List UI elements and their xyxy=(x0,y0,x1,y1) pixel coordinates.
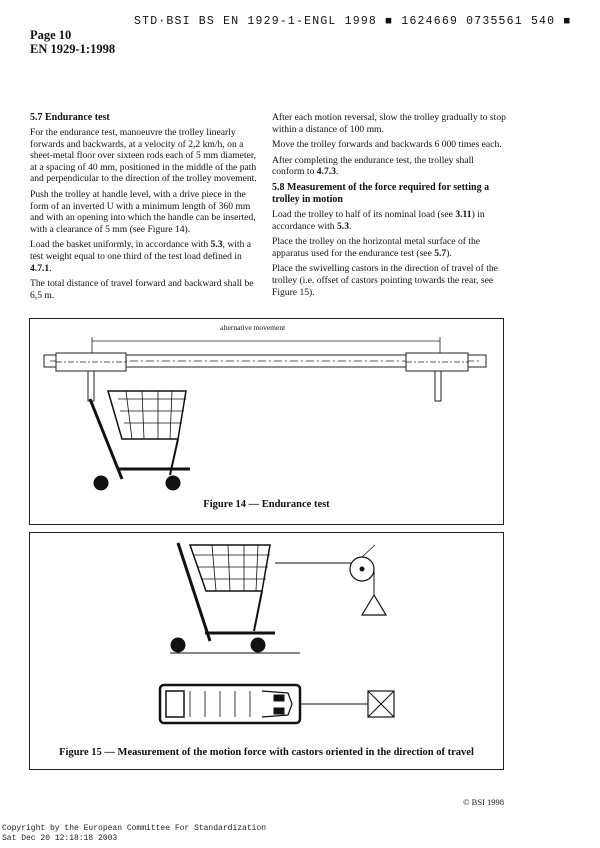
paragraph: Push the trolley at handle level, with a drive piece in the form of an inverted U with a minimum length of 360 mm and with an opening into which the handle can be inserted, with a clearance of 5 mm (see Figure 14). xyxy=(30,188,256,235)
text-run: ). xyxy=(446,247,452,259)
text-run: After completing the endurance test, the trolley shall conform to xyxy=(272,154,474,178)
paragraph xyxy=(272,155,508,178)
paragraph: The total distance of travel forward and backward shall be 6,5 m. xyxy=(30,278,254,301)
text-run: Place the trolley on the horizontal metal surface of the apparatus used for the endurance test (see xyxy=(272,236,481,259)
figure-14-caption: Figure 14 — Endurance test xyxy=(203,499,330,510)
trolley-top-view xyxy=(160,685,394,723)
clause-ref: 5.3 xyxy=(210,239,223,251)
alternative-movement-label: alternative movement xyxy=(220,323,286,332)
left-column xyxy=(30,112,265,305)
figure-15-drawing xyxy=(30,533,503,769)
drive-post-right xyxy=(435,371,441,401)
section-heading-5-8: 5.8 Measurement of the force required for setting a trolley in motion xyxy=(272,181,490,205)
page-number: Page 10 xyxy=(30,28,72,42)
figure-14-box xyxy=(29,318,504,525)
paragraph: Place the swivelling castors in the direction of travel of the trolley (i.e. offset of castors pointing towards the rear, see Figure 15). xyxy=(272,263,498,298)
clause-ref: 5.7 xyxy=(434,247,447,259)
footer-line-2: Sat Dec 20 12:18:18 2003 xyxy=(2,834,118,843)
pulley-and-weight xyxy=(350,545,386,615)
paragraph xyxy=(30,239,265,274)
text-run: Load the basket uniformly, in accordance with xyxy=(30,239,211,251)
text-run: ) in accordance with xyxy=(272,208,485,232)
paragraph xyxy=(272,236,508,259)
footer-line-1: Copyright by the European Committee For Standardization xyxy=(2,824,267,833)
standard-number: EN 1929-1:1998 xyxy=(30,42,116,56)
trolley-side-view xyxy=(170,543,352,653)
clause-ref: 3.11 xyxy=(455,208,472,220)
clause-ref: 4.7.3 xyxy=(316,166,336,178)
footer-tech-info xyxy=(2,824,266,844)
paragraph: Move the trolley forwards and backwards 6 000 times each. xyxy=(272,139,502,151)
clause-ref: 5.3 xyxy=(337,220,349,232)
text-run: , with a test weight equal to one third of the test load defined in xyxy=(30,239,252,262)
figure-14-drawing xyxy=(30,319,503,524)
drive-piece-left xyxy=(56,353,126,371)
trolley-drawing xyxy=(90,391,190,490)
text-run: . xyxy=(335,166,339,178)
right-column xyxy=(272,112,508,302)
drive-post-left xyxy=(88,371,94,401)
paragraph xyxy=(272,209,508,232)
text-run: . xyxy=(49,262,52,274)
paragraph: For the endurance test, manoeuvre the trolley linearly forwards and backwards, at a velocity of 2,2 km/h, on a sheet-metal floor over sixteen rods each of 5 mm diameter, at a spacing of 40 mm, positioned in the middle of the path and perpendicular to the direction of the trolley movement. xyxy=(30,127,257,185)
figure-15-box xyxy=(29,532,504,770)
document-code-line: STD·BSI BS EN 1929-1-ENGL 1998 ■ 1624669 0735561 540 ■ xyxy=(134,15,572,28)
clause-ref: 4.7.1 xyxy=(30,262,50,274)
copyright-notice: © BSI 1998 xyxy=(463,797,504,807)
section-heading-5-7: 5.7 Endurance test xyxy=(30,112,110,123)
text-run: Load the trolley to half of its nominal load (see xyxy=(272,208,456,220)
figure-15-caption: Figure 15 — Measurement of the motion force with castors oriented in the direction of travel xyxy=(59,747,474,758)
text-run: . xyxy=(349,220,352,232)
paragraph: After each motion reversal, slow the trolley gradually to stop within a distance of 100 mm. xyxy=(272,112,506,135)
